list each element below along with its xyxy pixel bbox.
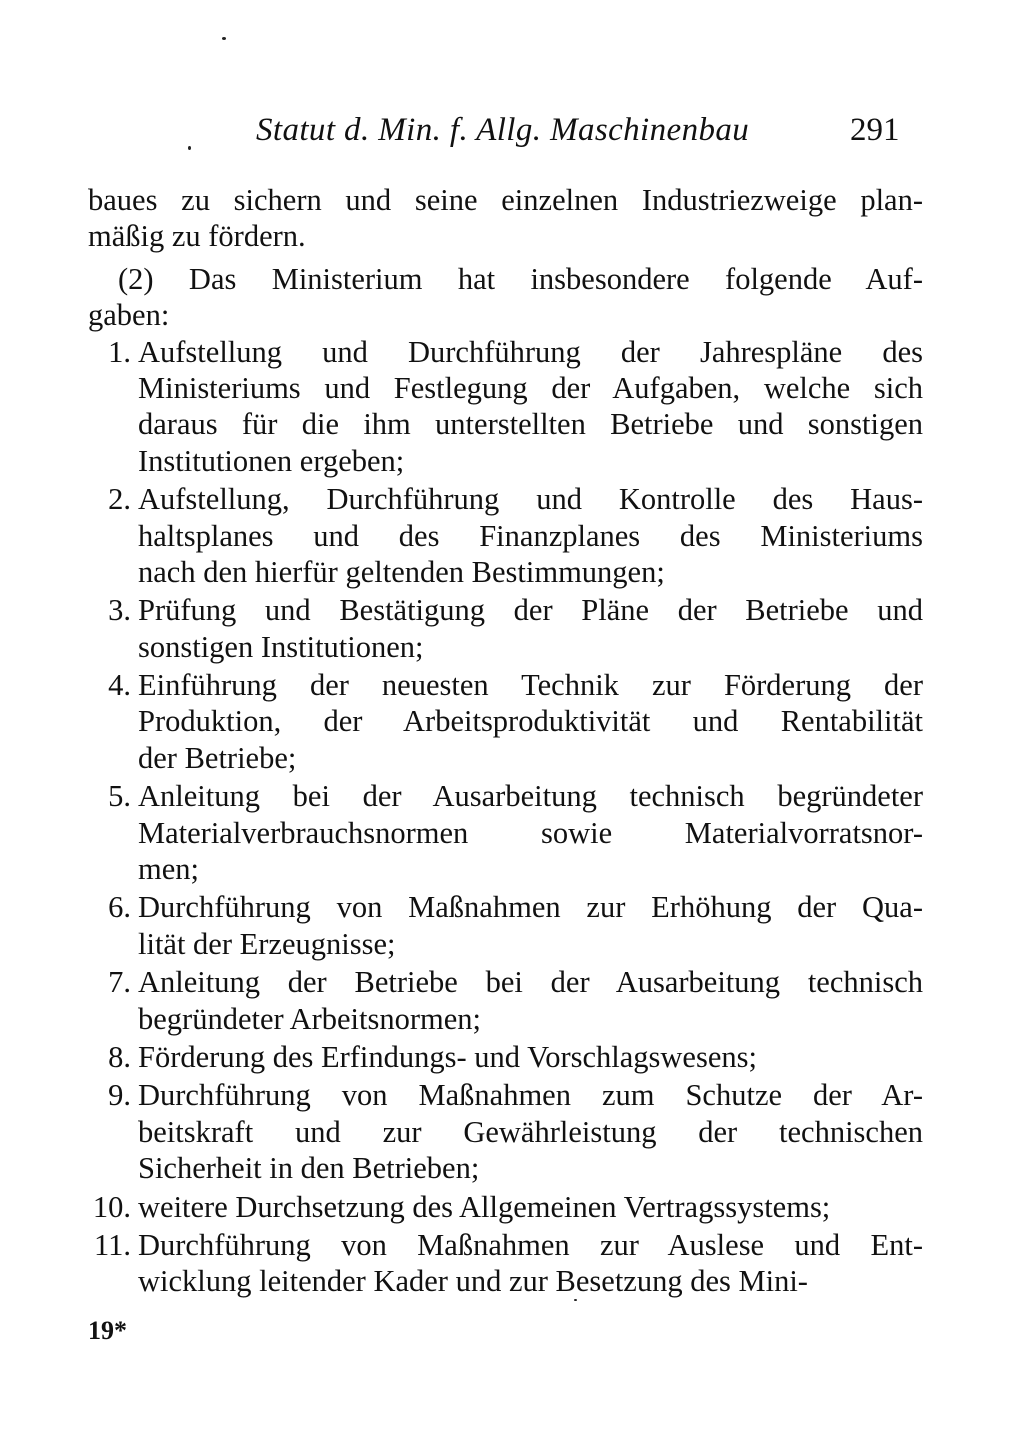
text-line: Durchführung von Maßnahmen zur Auslese und Ent- [138,1227,923,1262]
text-line: Ministeriums und Festlegung der Aufgaben, welche sich [138,370,923,405]
text-line: haltsplanes und des Finanzplanes des Ministeriums [138,518,923,553]
list-item-number: 5. [108,779,131,814]
list-item-text [138,1227,923,1300]
list-item-number: 10. [92,1189,131,1224]
list-item [88,1189,923,1225]
intro-paragraph [88,182,923,255]
text-line: daraus für die ihm unterstellten Betriebe und sonstigen [138,407,923,442]
list-item-text [138,592,923,665]
text-line: (2) Das Ministerium hat insbesondere folgende Auf- [118,261,923,296]
list-item [88,1227,923,1300]
page-number: 291 [850,112,900,148]
text-line: begründeter Arbeitsnormen; [138,1001,482,1036]
list-item-text [138,334,923,480]
running-title: Statut d. Min. f. Allg. Maschinenbau [256,112,750,148]
list-item-number: 7. [108,965,131,1000]
list-item-text [138,964,923,1037]
list-item [88,1077,923,1186]
text-line: weitere Durchsetzung des Allgemeinen Vertragssystems; [138,1189,831,1224]
text-line: baues zu sichern und seine einzelnen Industriezweige plan- [88,183,923,217]
list-item-text [138,889,923,962]
list-item-text [138,481,923,590]
text-line: Durchführung von Maßnahmen zur Erhöhung der Qua- [138,890,923,925]
text-line: Förderung des Erfindungs- und Vorschlagswesens; [138,1039,757,1074]
list-item [88,334,923,480]
text-line: Durchführung von Maßnahmen zum Schutze der Ar- [138,1078,923,1113]
text-line: sonstigen Institutionen; [138,629,424,664]
text-line: nach den hierfür geltenden Bestimmungen; [138,554,665,589]
list-item-number: 11. [94,1227,131,1262]
text-line: Materialverbrauchsnormen sowie Materialvorratsnor- [138,815,923,850]
text-line: Sicherheit in den Betrieben; [138,1151,480,1186]
text-line: Aufstellung, Durchführung und Kontrolle des Haus- [138,482,923,517]
text-line: Prüfung und Bestätigung der Pläne der Betriebe und [138,593,923,628]
list-item-text [138,1039,923,1075]
text-line: Anleitung der Betriebe bei der Ausarbeitung technisch [138,965,923,1000]
text-line: mäßig zu fördern. [88,219,306,254]
list-item [88,667,923,776]
text-line: gaben: [88,298,170,333]
list-item-number: 3. [108,593,131,628]
text-line: Institutionen ergeben; [138,443,405,478]
task-list [88,334,923,1300]
text-line: Anleitung bei der Ausarbeitung technisch begründeter [138,779,923,814]
list-item [88,481,923,590]
text-line: beitskraft und zur Gewährleistung der technischen [138,1114,923,1149]
list-item-number: 1. [108,334,131,369]
paragraph-2 [88,261,923,334]
list-item-text [138,667,923,776]
list-item-number: 9. [108,1078,131,1113]
list-item-number: 8. [108,1039,131,1074]
list-item [88,889,923,962]
list-item-text [138,1189,923,1225]
text-line: Produktion, der Arbeitsproduktivität und Rentabilität [138,704,923,739]
signature-mark: 19* [88,1316,127,1345]
text-line: der Betriebe; [138,740,297,775]
running-header [0,112,1024,152]
text-line: Einführung der neuesten Technik zur Förderung der [138,668,923,703]
text-line: Aufstellung und Durchführung der Jahrespläne des [138,334,923,369]
list-item-text [138,1077,923,1186]
print-speck [222,37,226,40]
list-item [88,778,923,887]
list-item-number: 6. [108,890,131,925]
text-line: lität der Erzeugnisse; [138,926,396,961]
list-item-text [138,778,923,887]
list-item [88,1039,923,1075]
list-item-number: 4. [108,668,131,703]
list-item [88,592,923,665]
text-line: wicklung leitender Kader und zur Besetzung des Mini- [138,1264,808,1299]
text-line: men; [138,852,199,887]
body-text [88,182,923,1300]
list-item-number: 2. [108,482,131,517]
list-item [88,964,923,1037]
